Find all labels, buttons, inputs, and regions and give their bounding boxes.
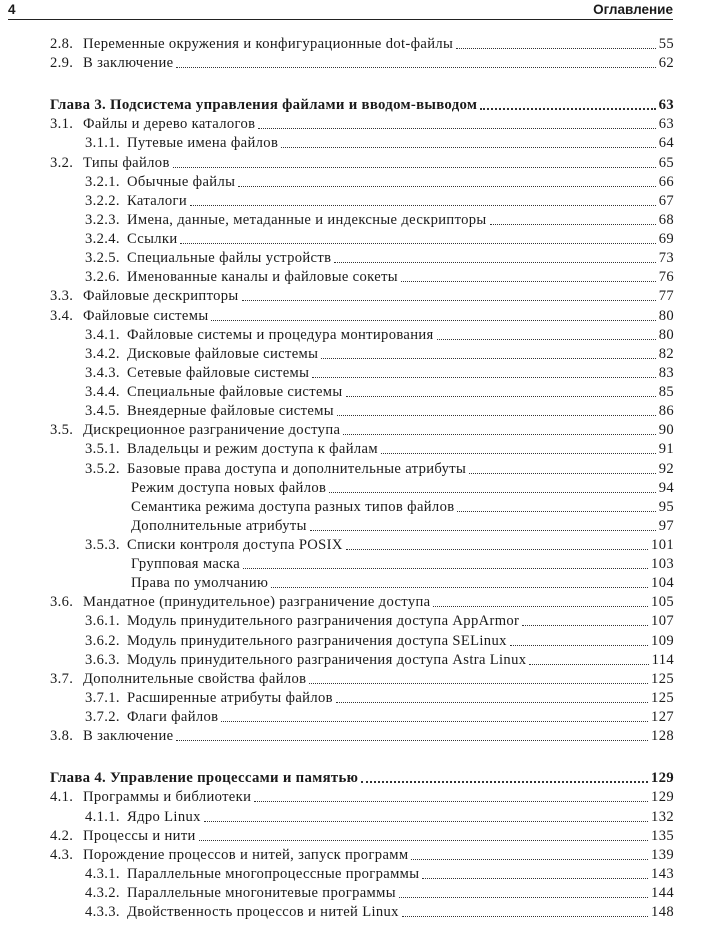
toc-entry-title: Файловые системы xyxy=(83,307,209,324)
toc-entry-page: 109 xyxy=(651,632,674,649)
toc-entry-number: 2.8. xyxy=(50,36,74,52)
toc-entry-title: Файлы и дерево каталогов xyxy=(83,116,256,133)
toc-chapter-entry xyxy=(0,95,674,114)
dot-leader xyxy=(401,281,656,282)
toc-entry xyxy=(0,535,674,554)
toc-entry-title: Именованные каналы и файловые сокеты xyxy=(127,269,398,286)
dot-leader xyxy=(480,108,655,110)
toc-entry-number: 4.1.1. xyxy=(85,808,120,825)
toc-entry-title: Права по умолчанию xyxy=(131,575,269,592)
dot-leader xyxy=(176,67,655,68)
dot-leader xyxy=(176,740,648,741)
toc-entry xyxy=(0,787,674,806)
toc-entry-title: Процессы и нити xyxy=(83,827,196,844)
toc-entry-page: 80 xyxy=(658,307,674,324)
toc-entry-number: 3.2.6. xyxy=(85,269,120,286)
toc-entry-page: 143 xyxy=(651,865,674,882)
toc-entry-number: 3.5. xyxy=(50,422,74,439)
toc-entry-title: Мандатное (принудительное) разграничение доступа xyxy=(83,594,431,611)
toc-entry-page: 85 xyxy=(658,384,674,401)
toc-entry-page: 127 xyxy=(651,709,674,726)
toc-entry-page: 63 xyxy=(658,116,674,133)
toc-entry-page: 92 xyxy=(658,460,674,477)
toc-entry-page: 129 xyxy=(651,789,674,806)
toc-entry-page: 73 xyxy=(658,250,674,267)
dot-leader xyxy=(522,625,648,626)
dot-leader xyxy=(456,48,656,49)
toc-entry xyxy=(0,172,674,191)
toc-entry-title: Режим доступа новых файлов xyxy=(131,479,327,496)
toc-entry-number: 3.6.1. xyxy=(85,613,120,630)
toc-entry-number: 3.3. xyxy=(50,288,74,305)
toc-entry xyxy=(0,53,674,72)
toc-entry-title: Типы файлов xyxy=(83,154,170,171)
toc-entry-title: Специальные файлы устройств xyxy=(127,250,332,267)
toc-entry xyxy=(0,114,674,133)
toc-entry-number: 3.1.1. xyxy=(85,135,120,152)
toc-entry-title: Обычные файлы xyxy=(127,173,236,190)
toc-entry-number: 3.4.1. xyxy=(85,326,120,343)
toc-entry xyxy=(0,363,674,382)
toc-entry-number: 3.2.5. xyxy=(85,250,120,267)
toc-entry-page: 83 xyxy=(658,364,674,381)
toc-entry-page: 67 xyxy=(658,192,674,209)
toc-entry-page: 125 xyxy=(651,689,674,706)
toc-entry-page: 80 xyxy=(658,326,674,343)
toc-entry-title: Семантика режима доступа разных типов файлов xyxy=(131,498,455,515)
toc-entry-title: Списки контроля доступа POSIX xyxy=(127,537,343,553)
toc-entry xyxy=(0,726,674,745)
toc-entry-page: 97 xyxy=(658,517,674,534)
dot-leader xyxy=(238,186,655,187)
dot-leader xyxy=(310,530,656,531)
dot-leader xyxy=(411,859,648,860)
dot-leader xyxy=(469,473,656,474)
toc-entry-title: Ссылки xyxy=(127,231,178,248)
toc-entry-page: 69 xyxy=(658,231,674,248)
toc-entry-page: 82 xyxy=(658,345,674,362)
toc-entry-page: 125 xyxy=(651,670,674,687)
toc-chapter-entry xyxy=(0,768,674,787)
toc-entry-page: 132 xyxy=(651,808,674,825)
toc-entry-number: 3.1. xyxy=(50,116,74,133)
toc-entry-page: 63 xyxy=(658,97,674,114)
toc-entry-title: Глава 3. Подсистема управления файлами и вводом-выводом xyxy=(50,97,478,114)
dot-leader xyxy=(361,781,648,783)
toc-entry-title: Внеядерные файловые системы xyxy=(127,403,334,420)
toc-entry-title: Двойственность процессов и нитей Linux xyxy=(127,904,399,921)
toc-entry-title: Порождение процессов и нитей, запуск программ xyxy=(83,846,409,863)
toc-entry xyxy=(0,592,674,611)
toc-entry-title: Файловые системы и процедура монтирования xyxy=(127,326,434,343)
toc-entry-title: Флаги файлов xyxy=(127,709,219,726)
running-header-title: Оглавление xyxy=(593,2,673,17)
toc-entry-number: 4.1. xyxy=(50,789,74,806)
toc-entry-title: Групповая маска xyxy=(131,556,241,573)
toc-entry-number: 3.2. xyxy=(50,154,74,171)
dot-leader xyxy=(321,358,655,359)
toc-entry-page: 91 xyxy=(658,441,674,458)
toc-entry-page: 66 xyxy=(658,173,674,190)
toc-entry-title: Дополнительные свойства файлов xyxy=(83,670,307,687)
toc-entry-title: В заключение xyxy=(83,55,174,72)
toc-entry-number: 4.2. xyxy=(50,827,74,844)
toc-entry xyxy=(0,807,674,826)
toc-entry-title: Сетевые файловые системы xyxy=(127,364,310,381)
toc-entry-number: 4.3.2. xyxy=(85,885,120,902)
dot-leader xyxy=(180,243,655,244)
toc-entry xyxy=(0,573,674,592)
toc-entry-page: 64 xyxy=(658,135,674,152)
toc-entry-title: Дискреционное разграничение доступа xyxy=(83,422,341,439)
toc-entry xyxy=(0,306,674,325)
toc-entry-page: 76 xyxy=(658,269,674,286)
toc-entry-page: 103 xyxy=(651,556,674,573)
dot-leader xyxy=(399,897,648,898)
toc-entry xyxy=(0,497,674,516)
toc-entry-title: Ядро Linux xyxy=(127,808,201,825)
toc-entry xyxy=(0,153,674,172)
dot-leader xyxy=(529,664,648,665)
dot-leader xyxy=(329,492,655,493)
dot-leader xyxy=(437,339,656,340)
toc-entry-title: Дисковые файловые системы xyxy=(127,345,319,362)
dot-leader xyxy=(312,377,655,378)
dot-leader xyxy=(490,224,656,225)
dot-leader xyxy=(254,801,648,802)
toc-entry-page: 128 xyxy=(651,728,674,745)
toc-entry-page: 135 xyxy=(651,827,674,844)
toc-entry-number: 3.4.2. xyxy=(85,345,120,362)
toc-entry xyxy=(0,286,674,305)
toc-entry-page: 107 xyxy=(651,613,674,630)
toc-entry-title: Базовые права доступа и дополнительные атрибуты xyxy=(127,460,467,477)
toc-entry-number: 3.7. xyxy=(50,670,74,687)
toc-entry-title: Специальные файловые системы xyxy=(127,384,343,401)
toc-entry xyxy=(0,845,674,864)
dot-leader xyxy=(346,396,656,397)
toc-entry-number: 3.2.3. xyxy=(85,211,120,228)
toc-entry xyxy=(0,902,674,921)
toc-entry xyxy=(0,650,674,669)
toc-entry-number: 3.4. xyxy=(50,307,74,324)
dot-leader xyxy=(243,568,648,569)
toc-entry-number: 2.9. xyxy=(50,55,74,72)
toc-entry-number: 3.2.1. xyxy=(85,173,120,190)
toc-entry-number: 3.4.4. xyxy=(85,384,120,401)
dot-leader xyxy=(334,262,655,263)
toc-entry-page: 104 xyxy=(651,575,674,592)
toc-entry xyxy=(0,401,674,420)
toc-entry xyxy=(0,133,674,152)
dot-leader xyxy=(190,205,656,206)
toc-entry-title: Переменные окружения и конфигурационные dot-файлы xyxy=(83,36,454,52)
toc-entry xyxy=(0,516,674,535)
toc-entry-title: Модуль принудительного разграничения доступа Astra Linux xyxy=(127,651,527,668)
toc-entry-number: 3.5.1. xyxy=(85,441,120,458)
toc-entry-page: 95 xyxy=(658,498,674,515)
toc-entry-number: 3.4.3. xyxy=(85,364,120,381)
toc-entry-title: Параллельные многонитевые программы xyxy=(127,885,396,902)
dot-leader xyxy=(433,606,648,607)
toc-entry xyxy=(0,229,674,248)
toc-entry-page: 101 xyxy=(651,537,674,553)
toc-entry xyxy=(0,459,674,478)
toc-entry-page: 94 xyxy=(658,479,674,496)
toc-entry-page: 144 xyxy=(651,885,674,902)
toc-entry-page: 86 xyxy=(658,403,674,420)
toc-entry-page: 114 xyxy=(651,651,674,668)
toc-entry-page: 68 xyxy=(658,211,674,228)
toc-entry-number: 3.8. xyxy=(50,728,74,745)
toc-entry-number: 3.4.5. xyxy=(85,403,120,420)
toc-entry-number: 4.3.3. xyxy=(85,904,120,921)
toc-entry xyxy=(0,34,674,53)
toc-entry xyxy=(0,707,674,726)
dot-leader xyxy=(381,453,656,454)
toc-entry-number: 3.6.3. xyxy=(85,651,120,668)
dot-leader xyxy=(422,878,648,879)
toc-entry-title: Дополнительные атрибуты xyxy=(131,517,307,534)
toc-entry-number: 4.3. xyxy=(50,846,74,863)
toc-entry-page: 129 xyxy=(650,770,674,787)
toc-entry-title: Модуль принудительного разграничения доступа AppArmor xyxy=(127,613,520,630)
toc-entry-number: 3.7.1. xyxy=(85,689,120,706)
toc-entry xyxy=(0,688,674,707)
toc-entry-title: Расширенные атрибуты файлов xyxy=(127,689,333,706)
toc-entry xyxy=(0,439,674,458)
dot-leader xyxy=(402,916,648,917)
dot-leader xyxy=(199,840,648,841)
page-number: 4 xyxy=(8,2,16,17)
toc-entry-number: 3.6.2. xyxy=(85,632,120,649)
toc-entry-page: 139 xyxy=(651,846,674,863)
toc-entry xyxy=(0,191,674,210)
toc-entry-title: Имена, данные, метаданные и индексные дескрипторы xyxy=(127,211,487,228)
toc-entry xyxy=(0,631,674,650)
toc-entry-number: 3.2.2. xyxy=(85,192,120,209)
dot-leader xyxy=(242,300,656,301)
dot-leader xyxy=(204,821,648,822)
dot-leader xyxy=(258,128,655,129)
toc-entry-title: В заключение xyxy=(83,728,174,745)
toc-entry xyxy=(0,554,674,573)
dot-leader xyxy=(336,702,648,703)
dot-leader xyxy=(337,415,656,416)
toc-entry xyxy=(0,669,674,688)
dot-leader xyxy=(221,721,648,722)
toc-entry-title: Путевые имена файлов xyxy=(127,135,279,152)
toc-entry xyxy=(0,420,674,439)
toc-entry xyxy=(0,267,674,286)
dot-leader xyxy=(457,511,655,512)
toc-entry xyxy=(0,864,674,883)
toc-entry-page: 62 xyxy=(658,55,674,72)
toc-entry xyxy=(0,883,674,902)
toc-entry xyxy=(0,826,674,845)
dot-leader xyxy=(281,147,656,148)
toc-entry xyxy=(0,248,674,267)
toc-entry-title: Каталоги xyxy=(127,192,187,209)
toc-entry xyxy=(0,478,674,497)
toc-entry xyxy=(0,344,674,363)
dot-leader xyxy=(309,683,648,684)
toc-entry-page: 105 xyxy=(651,594,674,611)
toc-entry-page: 55 xyxy=(658,36,674,52)
toc-entry xyxy=(0,382,674,401)
dot-leader xyxy=(343,434,655,435)
toc-entry-title: Модуль принудительного разграничения доступа SELinux xyxy=(127,632,507,649)
dot-leader xyxy=(510,645,648,646)
toc-entry-title: Программы и библиотеки xyxy=(83,789,252,806)
dot-leader xyxy=(271,587,648,588)
dot-leader xyxy=(346,549,648,550)
toc-entry-title: Владельцы и режим доступа к файлам xyxy=(127,441,378,458)
toc-entry xyxy=(0,611,674,630)
dot-leader xyxy=(173,167,656,168)
toc-entry-title: Параллельные многопроцессные программы xyxy=(127,865,420,882)
toc-entry-number: 3.7.2. xyxy=(85,709,120,726)
toc-entry-number: 3.2.4. xyxy=(85,231,120,248)
toc-entry-page: 77 xyxy=(658,288,674,305)
toc-entry-page: 90 xyxy=(658,422,674,439)
toc-entry xyxy=(0,325,674,344)
dot-leader xyxy=(211,320,655,321)
toc-entry-title: Глава 4. Управление процессами и памятью xyxy=(50,770,359,787)
toc-entry xyxy=(0,210,674,229)
toc-entry-page: 148 xyxy=(651,904,674,921)
toc-entry-number: 4.3.1. xyxy=(85,865,120,882)
toc-entry-number: 3.5.3. xyxy=(85,537,120,553)
toc-entry-title: Файловые дескрипторы xyxy=(83,288,239,305)
toc-entry-number: 3.5.2. xyxy=(85,460,120,477)
toc-entry-page: 65 xyxy=(658,154,674,171)
toc-entry-number: 3.6. xyxy=(50,594,74,611)
